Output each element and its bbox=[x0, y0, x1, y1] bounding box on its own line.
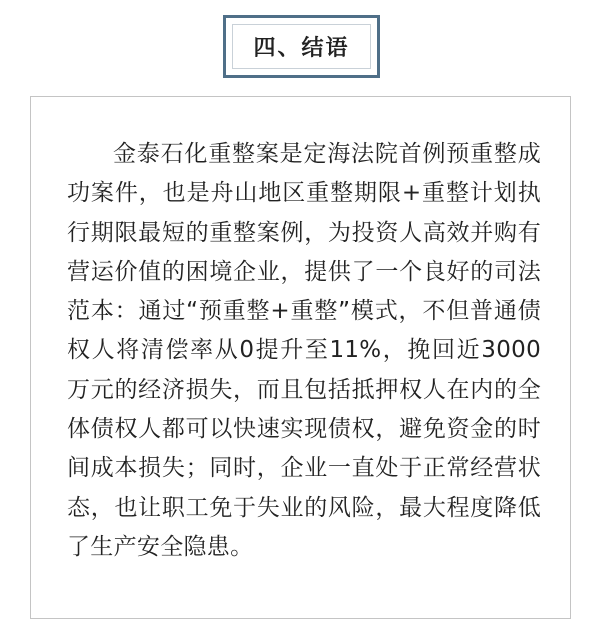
content-box bbox=[30, 96, 571, 619]
section-title: 四、结语 bbox=[253, 36, 350, 61]
conclusion-paragraph: 金泰石化重整案是定海法院首例预重整成功案件，也是舟山地区重整期限+重整计划执行期限最短的重整案例，为投资人高效并购有营运价值的困境企业，提供了一个良好的司法范本：通过“预重整+重整”模式，不但普通债权人将清偿率从0提升至11%，挽回近3000万元的经济损失，而且包括抵押权人在内的全体债权人都可以快速实现债权，避免资金的时间成本损失；同时，企业一直处于正常经营状态，也让职工免于失业的风险，最大程度降低了生产安全隐患。 bbox=[67, 141, 541, 560]
section-title-frame bbox=[223, 15, 380, 78]
section-title-inner-frame bbox=[232, 24, 371, 69]
